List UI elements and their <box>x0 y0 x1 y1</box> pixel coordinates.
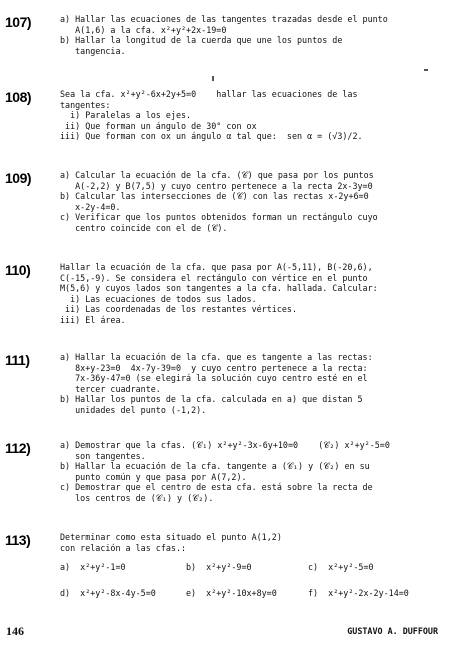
problem-line: x-2y-4=0. <box>60 201 121 212</box>
problem-line: 7x-36y-47=0 (se elegirá la solución cuyo centro esté en el <box>60 373 368 384</box>
option-a: a) x²+y²-1=0 <box>60 562 126 572</box>
problem-line: a) Hallar las ecuaciones de las tangentes trazadas desde el punto <box>60 14 388 24</box>
problem-number: 113) <box>5 532 31 548</box>
problem-line: Determinar como esta situado el punto A(1,2) <box>60 532 282 542</box>
problem-line: i) Paralelas a los ejes. <box>60 110 192 121</box>
problem-line: punto común y que pasa por A(7,2). <box>60 471 247 482</box>
problem-line: tangencia. <box>60 45 126 56</box>
problem-line: 8x+y-23=0 4x-7y-39=0 y cuyo centro pertenece a la recta: <box>60 362 368 373</box>
problem-number: 108) <box>5 89 32 105</box>
problem-line: ii) Que forman un ángulo de 30° con ox <box>60 120 257 131</box>
problem-line: unidades del punto (-1,2). <box>60 404 207 415</box>
problem-number: 109) <box>5 170 32 186</box>
problem-line: los centros de (𝒞₁) y (𝒞₂). <box>60 492 214 503</box>
scan-speck <box>424 69 428 71</box>
problem-text <box>60 262 436 326</box>
problem-line: Hallar la ecuación de la cfa. que pasa por A(-5,11), B(-20,6), <box>60 262 373 272</box>
problem-line: b) Hallar la ecuación de la cfa. tangente a (𝒞₁) y (𝒞₂) en su <box>60 461 370 472</box>
problem-line: iii) El área. <box>60 314 126 325</box>
problem-line: son tangentes. <box>60 450 146 461</box>
problem-line: ii) Las coordenadas de los restantes vértices. <box>60 304 297 315</box>
option-d: d) x²+y²-8x-4y-5=0 <box>60 588 156 598</box>
problem-line: b) Calcular las intersecciones de (𝒞) con las rectas x-2y+6=0 <box>60 191 369 202</box>
problem-line: c) Verificar que los puntos obtenidos forman un rectángulo cuyo <box>60 212 378 223</box>
problem-line: i) Las ecuaciones de todos sus lados. <box>60 293 257 304</box>
problem-line: con relación a las cfas.: <box>60 542 187 553</box>
option-c: c) x²+y²-5=0 <box>308 562 374 572</box>
problem-line: a) Calcular la ecuación de la cfa. (𝒞) que pasa por los puntos <box>60 170 374 180</box>
option-f: f) x²+y²-2x-2y-14=0 <box>308 588 409 598</box>
problem-text <box>60 352 436 416</box>
option-b: b) x²+y²-9=0 <box>186 562 252 572</box>
problem-text <box>60 89 436 142</box>
problem-line: centro coincide con el de (𝒞). <box>60 222 228 233</box>
problem-line: M(5,6) y cuyos lados son tangentes a la cfa. hallada. Calcular: <box>60 283 378 294</box>
problem-line: a) Demostrar que la cfas. (𝒞₁) x²+y²-3x-6y+10=0 (𝒞₂) x²+y²-5=0 <box>60 440 390 450</box>
problem-line: iii) Que forman con ox un ángulo α tal que: sen α = (√3)/2. <box>60 131 363 142</box>
problem-number: 110) <box>5 262 31 278</box>
problem-line: tercer cuadrante. <box>60 383 161 394</box>
problem-number: 111) <box>5 352 30 368</box>
option-e: e) x²+y²-10x+8y=0 <box>186 588 277 598</box>
page-number: 146 <box>6 624 24 638</box>
problem-text <box>60 14 436 56</box>
problem-line: c) Demostrar que el centro de esta cfa. está sobre la recta de <box>60 482 373 493</box>
problem-line: b) Hallar los puntos de la cfa. calculada en a) que distan 5 <box>60 394 363 405</box>
problem-line: a) Hallar la ecuación de la cfa. que es tangente a las rectas: <box>60 352 373 362</box>
scan-speck <box>212 76 214 81</box>
author-name: GUSTAVO A. DUFFOUR <box>347 626 438 636</box>
problem-line: tangentes: <box>60 99 111 110</box>
problem-number: 112) <box>5 440 31 456</box>
problem-text <box>60 170 436 234</box>
problem-text <box>60 532 436 553</box>
problem-line: b) Hallar la longitud de la cuerda que une los puntos de <box>60 35 343 46</box>
problem-text <box>60 440 436 504</box>
problem-line: A(1,6) a la cfa. x²+y²+2x-19=0 <box>60 24 227 35</box>
problem-line: A(-2,2) y B(7,5) y cuyo centro pertenece a la recta 2x-3y=0 <box>60 180 373 191</box>
problem-line: C(-15,-9). Se considera el rectángulo con vértice en el punto <box>60 272 368 283</box>
problem-line: Sea la cfa. x²+y²-6x+2y+5=0 hallar las ecuaciones de las <box>60 89 358 99</box>
problem-number: 107) <box>5 14 32 30</box>
